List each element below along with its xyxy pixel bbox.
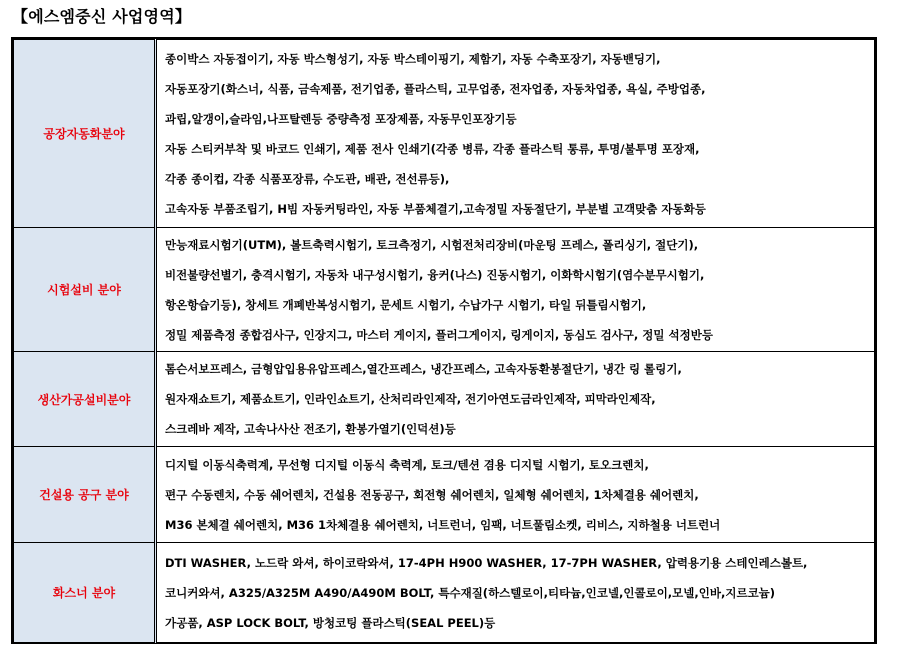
content-line: DTI WASHER, 노드락 와셔, 하이코락와셔, 17-4PH H900 WASHER, 17-7PH WASHER, 압력용기용 스테인레스볼트, (165, 555, 808, 570)
table-row (14, 352, 875, 447)
content-line: 비전불량선별기, 충격시험기, 자동차 내구성시험기, 융커(나스) 진동시험기, 이화학시험기(염수분무시험기, (165, 267, 705, 282)
content-line: 자동 스티커부착 및 바코드 인쇄기, 제품 전사 인쇄기(각종 병류, 각종 플라스틱 통류, 투명/불투명 포장재, (165, 141, 700, 156)
content-line: 만능재료시험기(UTM), 볼트축력시험기, 토크측정기, 시험전처리장비(마운팅 프레스, 폴리싱기, 절단기), (165, 237, 699, 252)
content-line: 코니커와셔, A325/A325M A490/A490M BOLT, 특수재질(하스텔로이,티타늄,인코넬,인콜로이,모넬,인바,지르코늄) (165, 585, 776, 600)
content-line: M36 본체결 쉐어렌치, M36 1차체결용 쉐어렌치, 너트런너, 임팩, 너트풀림소켓, 리비스, 지하철용 너트런너 (165, 517, 721, 532)
table-row (14, 543, 875, 643)
content-line: 가공품, ASP LOCK BOLT, 방청코팅 플라스틱(SEAL PEEL)등 (165, 615, 496, 630)
content-line: 톰슨서보프레스, 금형압입용유압프레스,열간프레스, 냉간프레스, 고속자동환봉절단기, 냉간 링 롤링기, (165, 362, 682, 376)
content-line: 항온항습기등), 창세트 개폐반복성시험기, 문세트 시험기, 수납가구 시험기, 타일 뒤틀림시험기, (165, 297, 647, 312)
category-cell: 공장자동화분야 (14, 40, 156, 228)
content-line: 과립,알갱이,슬라임,나프탈렌등 중량측정 포장제품, 자동무인포장기등 (165, 111, 517, 126)
content-line: 정밀 제품측정 종합검사구, 인장지그, 마스터 게이지, 플러그게이지, 링게이지, 동심도 검사구, 정밀 석정반등 (165, 327, 713, 342)
table-row (14, 228, 875, 352)
category-cell: 건설용 공구 분야 (14, 447, 156, 543)
table-row (14, 447, 875, 543)
business-areas-table (11, 37, 877, 644)
content-line: 각종 종이컵, 각종 식품포장류, 수도관, 배관, 전선류등), (165, 171, 450, 186)
content-cell (156, 543, 875, 643)
content-cell (156, 40, 875, 228)
content-line: 편구 수동렌치, 수동 쉐어렌치, 건설용 전동공구, 회전형 쉐어렌치, 일체형 쉐어렌치, 1차체결용 쉐어렌치, (165, 487, 699, 502)
content-cell (156, 228, 875, 352)
category-cell: 화스너 분야 (14, 543, 156, 643)
content-line: 고속자동 부품조립기, H빔 자동커팅라인, 자동 부품체결기,고속정밀 자동절단기, 부분별 고객맞춤 자동화등 (165, 201, 706, 216)
content-line: 스크레바 제작, 고속나사산 전조기, 환봉가열기(인덕션)등 (165, 422, 456, 436)
content-cell (156, 447, 875, 543)
page-title: 【에스엠중신 사업영역】 (12, 7, 192, 26)
category-cell: 생산가공설비분야 (14, 352, 156, 447)
content-line: 원자재쇼트기, 제품쇼트기, 인라인쇼트기, 산처리라인제작, 전기아연도금라인제작, 피막라인제작, (165, 392, 656, 406)
content-line: 디지털 이동식축력계, 무선형 디지털 이동식 축력계, 토크/텐션 겸용 디지털 시험기, 토오크렌치, (165, 457, 649, 472)
content-line: 자동포장기(화스너, 식품, 금속제품, 전기업종, 플라스틱, 고무업종, 전자업종, 자동차업종, 욕실, 주방업종, (165, 81, 706, 96)
table-row (14, 40, 875, 228)
content-line: 종이박스 자동접이기, 자동 박스형성기, 자동 박스테이핑기, 제함기, 자동 수축포장기, 자동밴딩기, (165, 51, 661, 66)
content-cell (156, 352, 875, 447)
category-cell: 시험설비 분야 (14, 228, 156, 352)
